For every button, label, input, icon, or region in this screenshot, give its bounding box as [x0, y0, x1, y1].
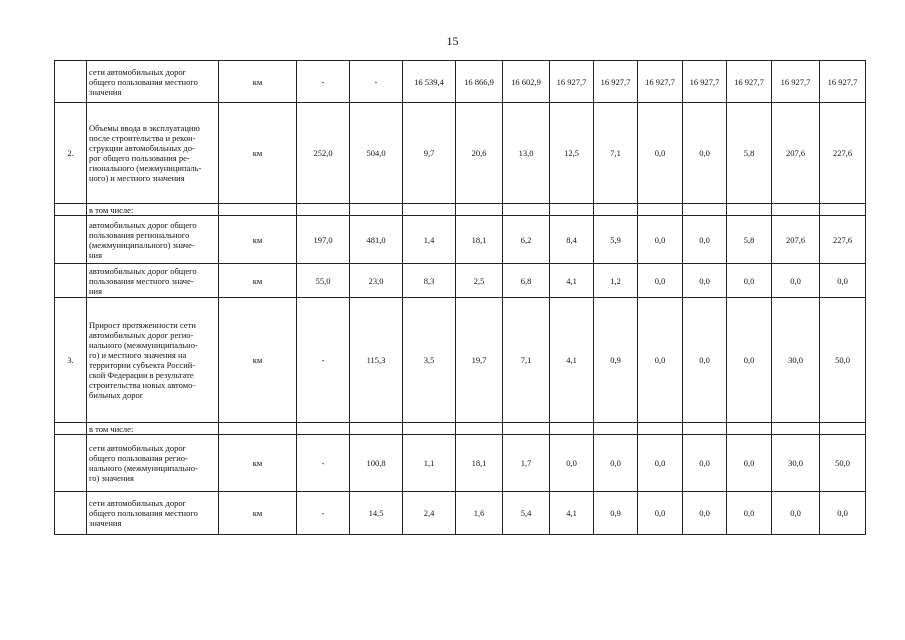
- value-cell: 0,0: [820, 492, 866, 535]
- indicator-name-cell: Прирост протяженности сети автомобильных дорог регио- нального (межмуниципально- го) и местного значения на территории субъекта Россий- ской Федерации в результате строительства новых автомо- бильных дорог: [87, 298, 219, 423]
- value-cell: 1,2: [594, 264, 638, 298]
- value-cell: 16 927,7: [727, 61, 772, 103]
- indicator-name-cell: в том числе:: [87, 423, 219, 435]
- value-cell: -: [297, 492, 350, 535]
- value-cell: 0,0: [594, 435, 638, 492]
- value-cell: 12,5: [550, 103, 594, 204]
- unit-cell: км: [219, 435, 297, 492]
- value-cell: 19,7: [456, 298, 503, 423]
- unit-cell: км: [219, 264, 297, 298]
- value-cell: [456, 423, 503, 435]
- value-cell: 0,0: [638, 103, 683, 204]
- row-number-cell: [55, 423, 87, 435]
- value-cell: [594, 204, 638, 216]
- value-cell: 0,0: [638, 298, 683, 423]
- value-cell: 0,0: [727, 264, 772, 298]
- value-cell: 55,0: [297, 264, 350, 298]
- value-cell: [350, 423, 403, 435]
- value-cell: 16 927,7: [550, 61, 594, 103]
- value-cell: 0,0: [683, 298, 727, 423]
- value-cell: 0,0: [772, 492, 820, 535]
- indicator-name-cell: сети автомобильных дорог общего пользования местного значения: [87, 61, 219, 103]
- value-cell: 5,8: [727, 216, 772, 264]
- value-cell: 20,6: [456, 103, 503, 204]
- value-cell: 13,0: [503, 103, 550, 204]
- value-cell: 227,6: [820, 103, 866, 204]
- value-cell: [550, 423, 594, 435]
- table-row: [55, 298, 866, 423]
- value-cell: 5,4: [503, 492, 550, 535]
- unit-cell: км: [219, 492, 297, 535]
- unit-cell: [219, 423, 297, 435]
- indicator-name-cell: Объемы ввода в эксплуатацию после строительства и рекон- струкции автомобильных до- рог общего пользования ре- гионального (межмуниципаль- ного) и местного значения: [87, 103, 219, 204]
- value-cell: 16 539,4: [403, 61, 456, 103]
- value-cell: [403, 204, 456, 216]
- indicator-name-cell: в том числе:: [87, 204, 219, 216]
- value-cell: 16 927,7: [638, 61, 683, 103]
- value-cell: 7,1: [503, 298, 550, 423]
- value-cell: 50,0: [820, 435, 866, 492]
- value-cell: 16 602,9: [503, 61, 550, 103]
- value-cell: -: [297, 61, 350, 103]
- value-cell: 16 866,9: [456, 61, 503, 103]
- value-cell: 0,0: [727, 492, 772, 535]
- value-cell: [820, 204, 866, 216]
- value-cell: [297, 423, 350, 435]
- value-cell: 18,1: [456, 435, 503, 492]
- value-cell: [683, 423, 727, 435]
- value-cell: 0,0: [772, 264, 820, 298]
- row-number-cell: [55, 216, 87, 264]
- value-cell: 8,4: [550, 216, 594, 264]
- row-number-cell: [55, 204, 87, 216]
- value-cell: 0,0: [638, 264, 683, 298]
- value-cell: 9,7: [403, 103, 456, 204]
- value-cell: 6,8: [503, 264, 550, 298]
- value-cell: 8,3: [403, 264, 456, 298]
- value-cell: 0,0: [550, 435, 594, 492]
- value-cell: [594, 423, 638, 435]
- value-cell: 2,4: [403, 492, 456, 535]
- value-cell: 481,0: [350, 216, 403, 264]
- value-cell: 2,5: [456, 264, 503, 298]
- value-cell: 0,0: [727, 298, 772, 423]
- table-row: [55, 216, 866, 264]
- value-cell: 30,0: [772, 435, 820, 492]
- unit-cell: км: [219, 298, 297, 423]
- value-cell: -: [350, 61, 403, 103]
- value-cell: 16 927,7: [820, 61, 866, 103]
- value-cell: 207,6: [772, 216, 820, 264]
- value-cell: 227,6: [820, 216, 866, 264]
- value-cell: 4,1: [550, 298, 594, 423]
- value-cell: 7,1: [594, 103, 638, 204]
- value-cell: 0,0: [683, 435, 727, 492]
- value-cell: 5,8: [727, 103, 772, 204]
- value-cell: 23,0: [350, 264, 403, 298]
- unit-cell: [219, 204, 297, 216]
- table-row: [55, 264, 866, 298]
- value-cell: 16 927,7: [594, 61, 638, 103]
- indicator-name-cell: сети автомобильных дорог общего пользования регио- нального (межмуниципально- го) значения: [87, 435, 219, 492]
- value-cell: 197,0: [297, 216, 350, 264]
- value-cell: 252,0: [297, 103, 350, 204]
- row-number-cell: 2.: [55, 103, 87, 204]
- value-cell: [820, 423, 866, 435]
- unit-cell: км: [219, 216, 297, 264]
- value-cell: [503, 423, 550, 435]
- value-cell: [403, 423, 456, 435]
- value-cell: [550, 204, 594, 216]
- value-cell: 0,0: [683, 492, 727, 535]
- unit-cell: км: [219, 103, 297, 204]
- value-cell: [297, 204, 350, 216]
- value-cell: 16 927,7: [683, 61, 727, 103]
- value-cell: 100,8: [350, 435, 403, 492]
- value-cell: 504,0: [350, 103, 403, 204]
- value-cell: 1,1: [403, 435, 456, 492]
- value-cell: 18,1: [456, 216, 503, 264]
- value-cell: -: [297, 435, 350, 492]
- value-cell: [456, 204, 503, 216]
- value-cell: 1,7: [503, 435, 550, 492]
- value-cell: 207,6: [772, 103, 820, 204]
- row-number-cell: 3.: [55, 298, 87, 423]
- value-cell: 0,0: [638, 435, 683, 492]
- value-cell: 3,5: [403, 298, 456, 423]
- table-row: [55, 103, 866, 204]
- table-row: [55, 423, 866, 435]
- value-cell: 5,9: [594, 216, 638, 264]
- value-cell: [683, 204, 727, 216]
- indicator-name-cell: автомобильных дорог общего пользования местного значе- ния: [87, 264, 219, 298]
- table-row: [55, 61, 866, 103]
- table-body: [55, 61, 866, 535]
- value-cell: 30,0: [772, 298, 820, 423]
- row-number-cell: [55, 264, 87, 298]
- value-cell: 1,4: [403, 216, 456, 264]
- value-cell: 1,6: [456, 492, 503, 535]
- value-cell: 0,9: [594, 298, 638, 423]
- table-row: [55, 492, 866, 535]
- value-cell: [727, 204, 772, 216]
- indicator-name-cell: сети автомобильных дорог общего пользования местного значения: [87, 492, 219, 535]
- value-cell: 16 927,7: [772, 61, 820, 103]
- row-number-cell: [55, 61, 87, 103]
- value-cell: [772, 204, 820, 216]
- value-cell: 0,0: [727, 435, 772, 492]
- value-cell: [727, 423, 772, 435]
- value-cell: 4,1: [550, 492, 594, 535]
- row-number-cell: [55, 435, 87, 492]
- value-cell: [772, 423, 820, 435]
- indicator-name-cell: автомобильных дорог общего пользования регионального (межмуниципального) значе- ния: [87, 216, 219, 264]
- table-row: [55, 435, 866, 492]
- value-cell: [350, 204, 403, 216]
- value-cell: 0,0: [638, 216, 683, 264]
- value-cell: 0,0: [683, 264, 727, 298]
- road-indicators-table: [54, 60, 866, 535]
- value-cell: 115,3: [350, 298, 403, 423]
- value-cell: [638, 204, 683, 216]
- value-cell: 0,0: [683, 103, 727, 204]
- value-cell: 14,5: [350, 492, 403, 535]
- value-cell: 4,1: [550, 264, 594, 298]
- page-number: 15: [446, 34, 459, 48]
- table-row: [55, 204, 866, 216]
- value-cell: 0,0: [683, 216, 727, 264]
- value-cell: 0,0: [638, 492, 683, 535]
- value-cell: 0,0: [820, 264, 866, 298]
- value-cell: 0,9: [594, 492, 638, 535]
- value-cell: 50,0: [820, 298, 866, 423]
- value-cell: 6,2: [503, 216, 550, 264]
- value-cell: -: [297, 298, 350, 423]
- unit-cell: км: [219, 61, 297, 103]
- value-cell: [503, 204, 550, 216]
- value-cell: [638, 423, 683, 435]
- row-number-cell: [55, 492, 87, 535]
